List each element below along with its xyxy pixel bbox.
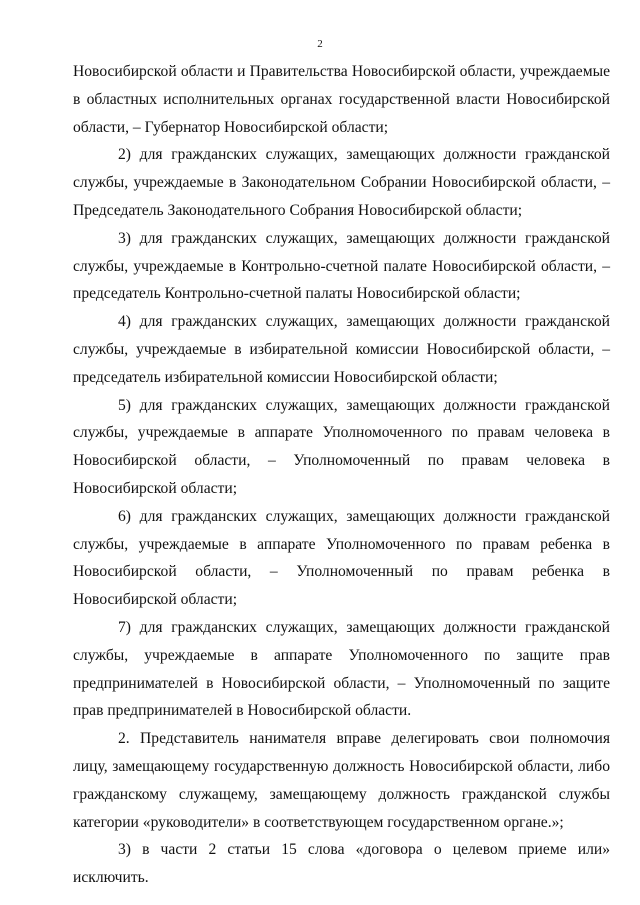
paragraph-item-7: 7) для гражданских служащих, замещающих должности гражданской службы, учреждаемые в аппарате Уполномоченного по защите прав предпринимателей в Новосибирской области, – Уполномоченный по защите прав предпринимателей в Новосибирской области. [73, 618, 610, 720]
paragraph-item-2: 2) для гражданских служащих, замещающих должности гражданской службы, учреждаемые в Законодательном Собрании Новосибирской области, – Председатель Законодательного Собрания Новосибирской области; [73, 146, 610, 219]
document-body [73, 58, 610, 892]
paragraph-item-3-article-15: 3) в части 2 статьи 15 слова «договора о целевом приеме или» исключить. [73, 841, 610, 887]
paragraph-part-2: 2. Представитель нанимателя вправе делегировать свои полномочия лицу, замещающему государственную должность Новосибирской области, либо гражданскому служащему, замещающему должность гражданской службы категории «руководители» в соответствующем государственном органе.»; [73, 730, 610, 831]
page-number: 2 [317, 38, 323, 50]
paragraph-item-5: 5) для гражданских служащих, замещающих должности гражданской службы, учреждаемые в аппарате Уполномоченного по правам человека в Новосибирской области, – Уполномоченный по правам человека в Новосибирской области; [73, 396, 610, 497]
paragraph-item-4: 4) для гражданских служащих, замещающих должности гражданской службы, учреждаемые в избирательной комиссии Новосибирской области, – председатель избирательной комиссии Новосибирской области; [73, 313, 610, 386]
paragraph-continuation: Новосибирской области и Правительства Новосибирской области, учреждаемые в областных исполнительных органах государственной власти Новосибирской области, – Губернатор Новосибирской области; [73, 63, 610, 136]
paragraph-item-3: 3) для гражданских служащих, замещающих должности гражданской службы, учреждаемые в Контрольно-счетной палате Новосибирской области, – председатель Контрольно-счетной палаты Новосибирской области; [73, 229, 610, 303]
paragraph-item-6: 6) для гражданских служащих, замещающих должности гражданской службы, учреждаемые в аппарате Уполномоченного по правам ребенка в Новосибирской области, – Уполномоченный по правам ребенка в Новосибирской области; [73, 507, 610, 609]
